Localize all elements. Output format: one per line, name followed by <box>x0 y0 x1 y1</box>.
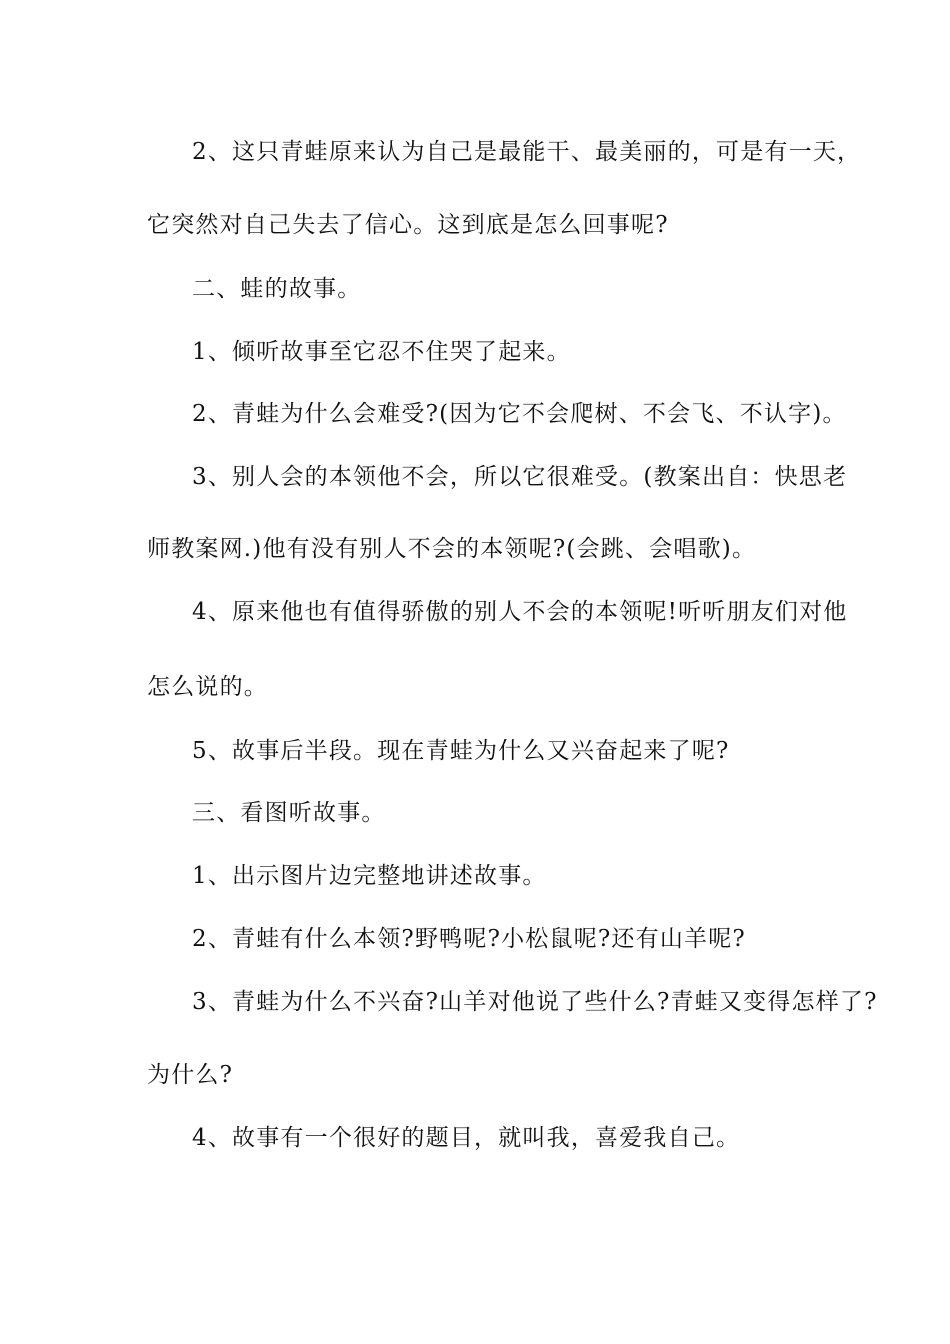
paragraph-line: 4、原来他也有值得骄傲的别人不会的本领呢!听听朋友们对他 <box>192 599 848 625</box>
paragraph-line: 4、故事有一个很好的题目，就叫我，喜爱我自己。 <box>192 1125 741 1151</box>
paragraph-line: 2、青蛙为什么会难受?(因为它不会爬树、不会飞、不认字)。 <box>192 401 847 427</box>
section-heading: 三、看图听故事。 <box>192 800 386 826</box>
paragraph-line: 2、这只青蛙原来认为自己是最能干、最美丽的，可是有一天， <box>192 139 862 165</box>
paragraph-line: 为什么? <box>147 1062 234 1088</box>
paragraph-line: 1、倾听故事至它忍不住哭了起来。 <box>192 339 571 365</box>
paragraph-line: 师教案网.)他有没有别人不会的本领呢?(会跳、会唱歌)。 <box>147 536 757 562</box>
section-heading: 二、蛙的故事。 <box>192 276 362 302</box>
paragraph-line: 它突然对自己失去了信心。这到底是怎么回事呢? <box>147 212 669 238</box>
paragraph-line: 怎么说的。 <box>147 674 268 700</box>
paragraph-line: 3、青蛙为什么不兴奋?山羊对他说了些什么?青蛙又变得怎样了? <box>192 989 878 1015</box>
paragraph-line: 3、别人会的本领他不会，所以它很难受。(教案出自：快思老 <box>192 464 848 490</box>
paragraph-line: 1、出示图片边完整地讲述故事。 <box>192 863 547 889</box>
paragraph-line: 2、青蛙有什么本领?野鸭呢?小松鼠呢?还有山羊呢? <box>192 926 746 952</box>
paragraph-line: 5、故事后半段。现在青蛙为什么又兴奋起来了呢? <box>192 738 730 764</box>
